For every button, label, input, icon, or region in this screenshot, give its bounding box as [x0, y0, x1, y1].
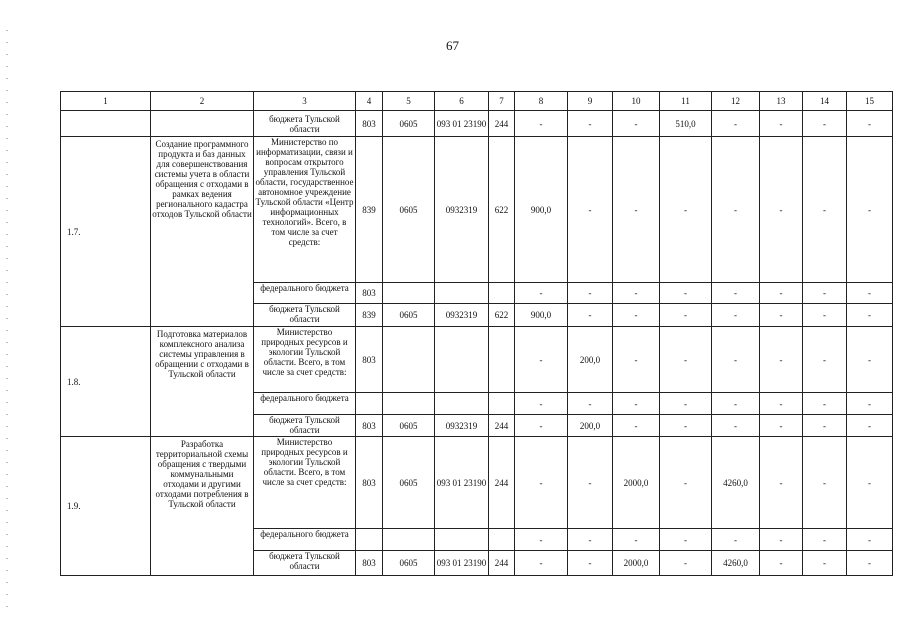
value-cell: -: [760, 437, 803, 529]
value-cell: 803: [356, 437, 383, 529]
value-cell: 093 01 23190: [435, 437, 489, 529]
table-row: [61, 437, 893, 529]
value-cell: [383, 327, 435, 393]
header-cell: 1: [61, 92, 151, 111]
value-cell: -: [803, 415, 847, 437]
value-cell: 0932319: [435, 415, 489, 437]
value-cell: -: [613, 137, 660, 283]
value-cell: -: [660, 327, 712, 393]
source-cell: бюджета Тульской области: [254, 551, 356, 576]
budget-table: [60, 91, 893, 576]
value-cell: -: [613, 415, 660, 437]
value-cell: -: [568, 529, 613, 551]
header-cell: 14: [803, 92, 847, 111]
header-cell: 10: [613, 92, 660, 111]
value-cell: -: [760, 304, 803, 327]
value-cell: [383, 393, 435, 415]
value-cell: 803: [356, 283, 383, 304]
header-cell: 15: [847, 92, 893, 111]
value-cell: [435, 283, 489, 304]
activity-name: Разработка территориальной схемы обращения с твердыми коммунальными отходами и другими отходами потребления в Тульской области: [151, 437, 254, 576]
header-cell: 9: [568, 92, 613, 111]
value-cell: -: [712, 393, 760, 415]
header-row: [61, 92, 893, 111]
header-cell: 5: [383, 92, 435, 111]
value-cell: -: [613, 304, 660, 327]
value-cell: -: [847, 437, 893, 529]
value-cell: -: [660, 529, 712, 551]
value-cell: -: [660, 415, 712, 437]
value-cell: [435, 529, 489, 551]
header-cell: 2: [151, 92, 254, 111]
header-cell: 3: [254, 92, 356, 111]
value-cell: -: [847, 529, 893, 551]
table-row: [61, 327, 893, 393]
value-cell: -: [568, 393, 613, 415]
value-cell: -: [760, 283, 803, 304]
value-cell: -: [760, 327, 803, 393]
value-cell: -: [847, 551, 893, 576]
value-cell: -: [568, 137, 613, 283]
value-cell: -: [568, 111, 613, 137]
value-cell: -: [803, 529, 847, 551]
value-cell: -: [760, 111, 803, 137]
header-cell: 11: [660, 92, 712, 111]
value-cell: -: [847, 137, 893, 283]
value-cell: -: [847, 283, 893, 304]
value-cell: 244: [489, 415, 515, 437]
header-cell: 12: [712, 92, 760, 111]
header-cell: 8: [515, 92, 568, 111]
value-cell: -: [515, 111, 568, 137]
value-cell: [435, 327, 489, 393]
value-cell: -: [803, 283, 847, 304]
value-cell: -: [847, 327, 893, 393]
continuation-row: [61, 111, 893, 137]
header-cell: 4: [356, 92, 383, 111]
value-cell: 900,0: [515, 304, 568, 327]
header-cell: 6: [435, 92, 489, 111]
value-cell: 244: [489, 437, 515, 529]
source-cell: бюджета Тульской области: [254, 415, 356, 437]
empty-cell: [151, 111, 254, 137]
value-cell: -: [613, 283, 660, 304]
value-cell: -: [712, 304, 760, 327]
value-cell: -: [712, 327, 760, 393]
value-cell: 2000,0: [613, 551, 660, 576]
value-cell: [383, 283, 435, 304]
value-cell: 0605: [383, 137, 435, 283]
value-cell: -: [803, 111, 847, 137]
header-cell: 13: [760, 92, 803, 111]
value-cell: 0605: [383, 551, 435, 576]
value-cell: 093 01 23190: [435, 551, 489, 576]
value-cell: 200,0: [568, 415, 613, 437]
value-cell: -: [515, 437, 568, 529]
value-cell: -: [712, 111, 760, 137]
source-cell: федерального бюджета: [254, 393, 356, 415]
value-cell: 0932319: [435, 304, 489, 327]
value-cell: [489, 327, 515, 393]
value-cell: -: [613, 393, 660, 415]
value-cell: -: [803, 137, 847, 283]
value-cell: 2000,0: [613, 437, 660, 529]
value-cell: -: [515, 283, 568, 304]
value-cell: 839: [356, 304, 383, 327]
value-cell: 622: [489, 137, 515, 283]
value-cell: 839: [356, 137, 383, 283]
source-cell: бюджета Тульской области: [254, 304, 356, 327]
value-cell: 622: [489, 304, 515, 327]
value-cell: 803: [356, 111, 383, 137]
source-cell: федерального бюджета: [254, 529, 356, 551]
value-cell: -: [660, 437, 712, 529]
value-cell: -: [760, 551, 803, 576]
value-cell: -: [803, 304, 847, 327]
source-cell: Министерство природных ресурсов и экологии Тульской области. Всего, в том числе за счет средств:: [254, 437, 356, 529]
source-cell: Министерство по информатизации, связи и вопросам открытого управления Тульской области, государственное автономное учреждение Тульской области «Центр информационных технологий». Всего, в том числе за счет средств:: [254, 137, 356, 283]
scan-margin-dots: [6, 30, 8, 610]
value-cell: [383, 529, 435, 551]
value-cell: 200,0: [568, 327, 613, 393]
value-cell: -: [613, 529, 660, 551]
value-cell: -: [712, 529, 760, 551]
value-cell: [356, 393, 383, 415]
value-cell: -: [712, 415, 760, 437]
value-cell: -: [660, 137, 712, 283]
value-cell: -: [803, 551, 847, 576]
value-cell: -: [803, 327, 847, 393]
value-cell: -: [613, 327, 660, 393]
value-cell: -: [515, 415, 568, 437]
value-cell: [489, 283, 515, 304]
value-cell: -: [515, 551, 568, 576]
value-cell: 803: [356, 551, 383, 576]
header-cell: 7: [489, 92, 515, 111]
page-number: 67: [446, 38, 459, 53]
value-cell: 0605: [383, 415, 435, 437]
empty-cell: [61, 111, 151, 137]
section-number: 1.8.: [61, 327, 151, 437]
value-cell: [356, 529, 383, 551]
value-cell: -: [568, 283, 613, 304]
value-cell: 4260,0: [712, 437, 760, 529]
value-cell: [489, 529, 515, 551]
value-cell: 510,0: [660, 111, 712, 137]
value-cell: [489, 393, 515, 415]
section-number: 1.7.: [61, 137, 151, 327]
value-cell: -: [515, 393, 568, 415]
value-cell: 4260,0: [712, 551, 760, 576]
value-cell: -: [568, 437, 613, 529]
value-cell: -: [760, 415, 803, 437]
value-cell: -: [847, 415, 893, 437]
value-cell: 244: [489, 551, 515, 576]
value-cell: -: [760, 393, 803, 415]
value-cell: -: [568, 304, 613, 327]
value-cell: -: [568, 551, 613, 576]
value-cell: -: [515, 327, 568, 393]
source-cell: бюджета Тульской области: [254, 111, 356, 137]
value-cell: -: [660, 283, 712, 304]
value-cell: -: [660, 304, 712, 327]
value-cell: 803: [356, 327, 383, 393]
activity-name: Создание программного продукта и баз данных для совершенствования системы учета в области обращения с отходами в рамках ведения регионального кадастра отходов Тульской области: [151, 137, 254, 327]
value-cell: -: [847, 304, 893, 327]
value-cell: -: [712, 137, 760, 283]
value-cell: 244: [489, 111, 515, 137]
value-cell: 900,0: [515, 137, 568, 283]
value-cell: -: [760, 529, 803, 551]
value-cell: 0605: [383, 304, 435, 327]
value-cell: -: [847, 111, 893, 137]
value-cell: -: [760, 137, 803, 283]
value-cell: [435, 393, 489, 415]
value-cell: 0605: [383, 111, 435, 137]
table-body: [61, 92, 893, 576]
value-cell: 803: [356, 415, 383, 437]
value-cell: -: [803, 393, 847, 415]
value-cell: -: [660, 393, 712, 415]
value-cell: 0605: [383, 437, 435, 529]
value-cell: 093 01 23190: [435, 111, 489, 137]
source-cell: федерального бюджета: [254, 283, 356, 304]
activity-name: Подготовка материалов комплексного анализа системы управления в обращении с отходами в Тульской области: [151, 327, 254, 437]
value-cell: -: [515, 529, 568, 551]
value-cell: -: [613, 111, 660, 137]
value-cell: -: [712, 283, 760, 304]
source-cell: Министерство природных ресурсов и экологии Тульской области. Всего, в том числе за счет средств:: [254, 327, 356, 393]
table-row: [61, 137, 893, 283]
value-cell: -: [660, 551, 712, 576]
value-cell: 0932319: [435, 137, 489, 283]
value-cell: -: [803, 437, 847, 529]
section-number: 1.9.: [61, 437, 151, 576]
value-cell: -: [847, 393, 893, 415]
